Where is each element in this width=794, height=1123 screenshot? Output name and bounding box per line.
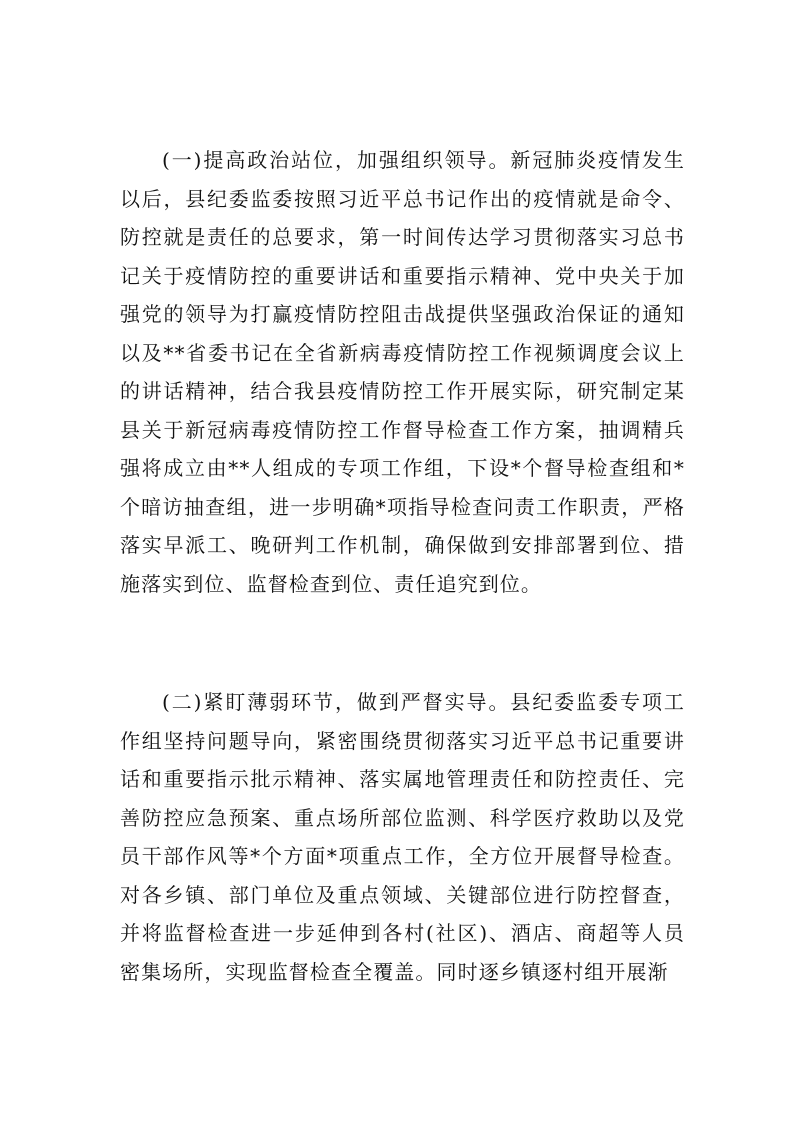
paragraph-organization-leadership: (一)提高政治站位，加强组织领导。新冠肺炎疫情发生以后，县纪委监委按照习近平总书记作出的疫情就是命令、防控就是责任的总要求，第一时间传达学习贯彻落实习总书记关于疫情防控的重要讲话和重要指示精神、党中央关于加强党的领导为打赢疫情防控阻击战提供坚强政治保证的通知以及**省委书记在全省新病毒疫情防控工作视频调度会议上的讲话精神，结合我县疫情防控工作开展实际，研究制定某县关于新冠病毒疫情防控工作督导检查工作方案，抽调精兵强将成立由**人组成的专项工作组，下设*个督导检查组和*个暗访抽查组，进一步明确*项指导检查问责工作职责，严格落实早派工、晚研判工作机制，确保做到安排部署到位、措施落实到位、监督检查到位、责任追究到位。 [120,148,685,596]
paragraph-weak-links-supervision: (二)紧盯薄弱环节，做到严督实导。县纪委监委专项工作组坚持问题导向，紧密围绕贯彻落实习近平总书记重要讲话和重要指示批示精神、落实属地管理责任和防控责任、完善防控应急预案、重点场所部位监测、科学医疗救助以及党员干部作风等*个方面*项重点工作，全方位开展督导检查。对各乡镇、部门单位及重点领域、关键部位进行防控督查，并将监督检查进一步延伸到各村(社区)、酒店、商超等人员密集场所，实现监督检查全覆盖。同时逐乡镇逐村组开展渐 [120,690,685,984]
